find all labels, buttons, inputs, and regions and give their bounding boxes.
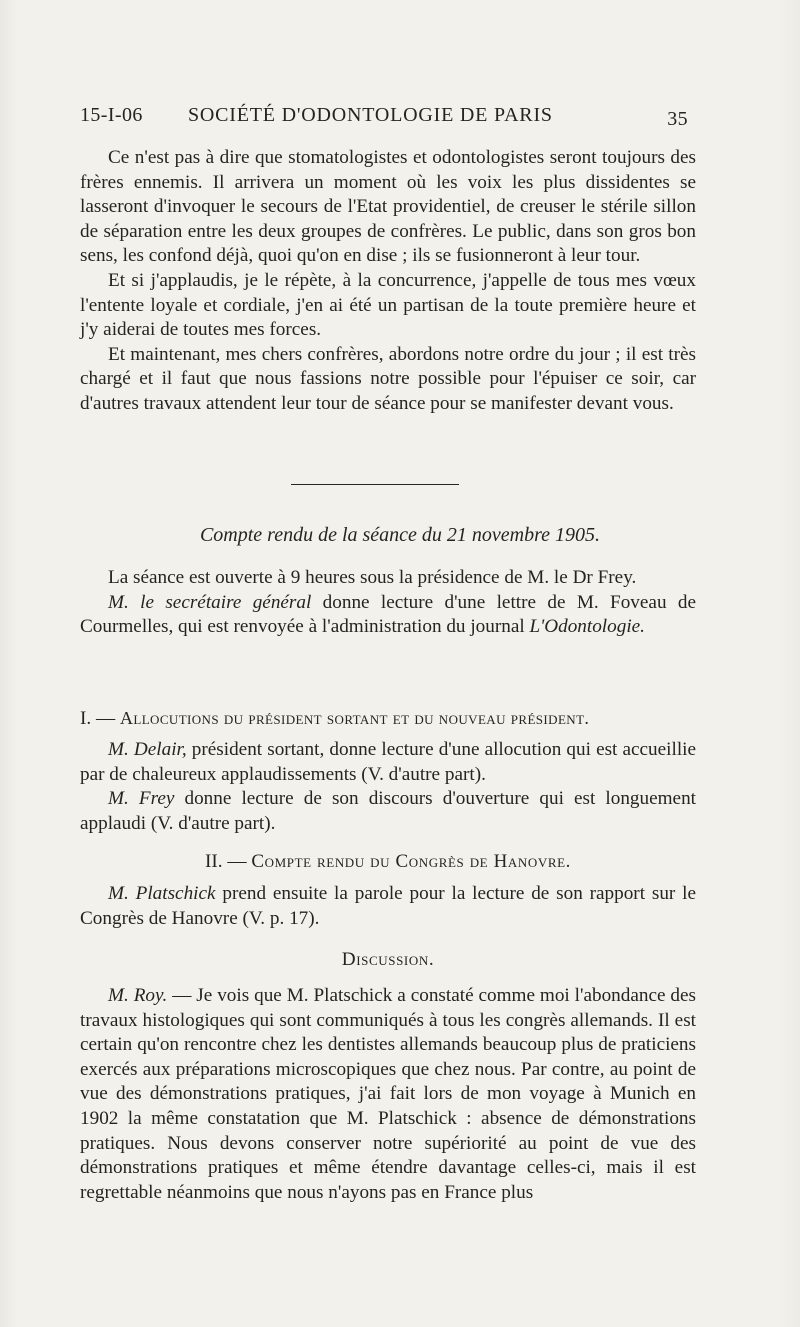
paragraph-text: — Je vois que M. Platschick a constaté comme moi l'abondance des travaux histologiques qui sont communiqués à tous les congrès allemands. Il est certain qu'on rencontre chez les dentistes allemands beaucoup plus de praticiens exercés aux préparations microscopiques que chez nous. Par contre, au point de vue des démonstrations pratiques, j'ai fait lors de mon voyage à Munich en 1902 la même constatation que M. Platschick : absence de démonstrations pratiques. Nous devons conserver notre supériorité au point de vue des démonstrations pratiques et même étendre davantage celles-ci, mais il est regrettable néanmoins que nous n'ayons pas en France plus — [80, 985, 696, 1203]
discussion-heading: Discussion. — [341, 949, 435, 970]
intro-text — [80, 146, 696, 417]
speaker-name: M. Delair, — [108, 739, 187, 760]
platschick-paragraph — [80, 882, 696, 931]
running-header — [80, 104, 688, 138]
section-divider — [291, 484, 459, 485]
opening-paragraph: La séance est ouverte à 9 heures sous la présidence de M. le Dr Frey. — [108, 567, 637, 588]
frey-paragraph — [80, 787, 696, 836]
speaker-name: M. le secrétaire général — [108, 591, 312, 613]
paragraph-text: prend ensuite la parole pour la lecture de son rapport sur le Congrès de Hanovre (V. p. 17). — [80, 883, 696, 929]
paragraph: Ce n'est pas à dire que stomatologistes et odontologistes seront toujours des frères ennemis. Il arrivera un moment où les voix les plus dissidentes se lasseront d'invoquer le secours de l'Etat providentiel, de creuser le stérile sillon de séparation entre les deux groupes de confrères. Le public, dans son gros bon sens, les confond déjà, quoi qu'on en dise ; ils se fusionneront à leur tour. — [80, 147, 696, 267]
heading-allocutions — [80, 706, 696, 732]
paragraph: Et maintenant, mes chers confrères, abordons notre ordre du jour ; il est très chargé et il faut que nous fassions notre possible pour l'épuiser ce soir, car d'autres travaux attendent leur tour de séance pour se manifester devant vous. — [80, 343, 696, 414]
paragraph-text: donne lecture d'une lettre de M. Foveau de Courmelles, qui est renvoyée à l'administration du journal — [80, 591, 696, 638]
roy-paragraph — [80, 984, 696, 1205]
header-title: SOCIÉTÉ D'ODONTOLOGIE DE PARIS — [188, 104, 553, 126]
heading-text: Allocutions du président sortant et du nouveau président. — [119, 708, 590, 728]
paragraph: Et si j'applaudis, je le répète, à la concurrence, j'appelle de tous mes vœux l'entente loyale et cordiale, j'en ai été un partisan de la toute première heure et j'y aiderai de toutes mes forces. — [80, 269, 696, 341]
heading-text: Compte rendu du Congrès de Hanovre. — [251, 851, 572, 872]
congres-body — [80, 882, 696, 931]
allocutions-body — [80, 738, 696, 836]
delair-paragraph — [80, 738, 696, 787]
header-date: 15-I-06 — [80, 104, 143, 126]
secretary-paragraph — [80, 591, 696, 640]
heading-number: I. — — [80, 708, 116, 729]
section-body — [80, 566, 696, 640]
discussion-body — [80, 984, 696, 1205]
speaker-name: M. Frey — [108, 788, 175, 810]
paragraph-text: président sortant, donne lecture d'une allocution qui est accueillie par de chaleureux applaudissements (V. d'autre part). — [80, 739, 696, 785]
paragraph-text: donne lecture de son discours d'ouverture qui est longuement applaudi (V. d'autre part). — [80, 788, 696, 834]
heading-congres — [80, 850, 696, 875]
journal-name: L'Odontologie. — [529, 616, 645, 638]
page-number: 35 — [667, 108, 688, 130]
speaker-name: M. Platschick — [108, 883, 216, 904]
heading-number: II. — — [204, 851, 247, 872]
section-title: Compte rendu de la séance du 21 novembre 1905. — [199, 524, 601, 546]
speaker-name: M. Roy. — [108, 985, 168, 1006]
